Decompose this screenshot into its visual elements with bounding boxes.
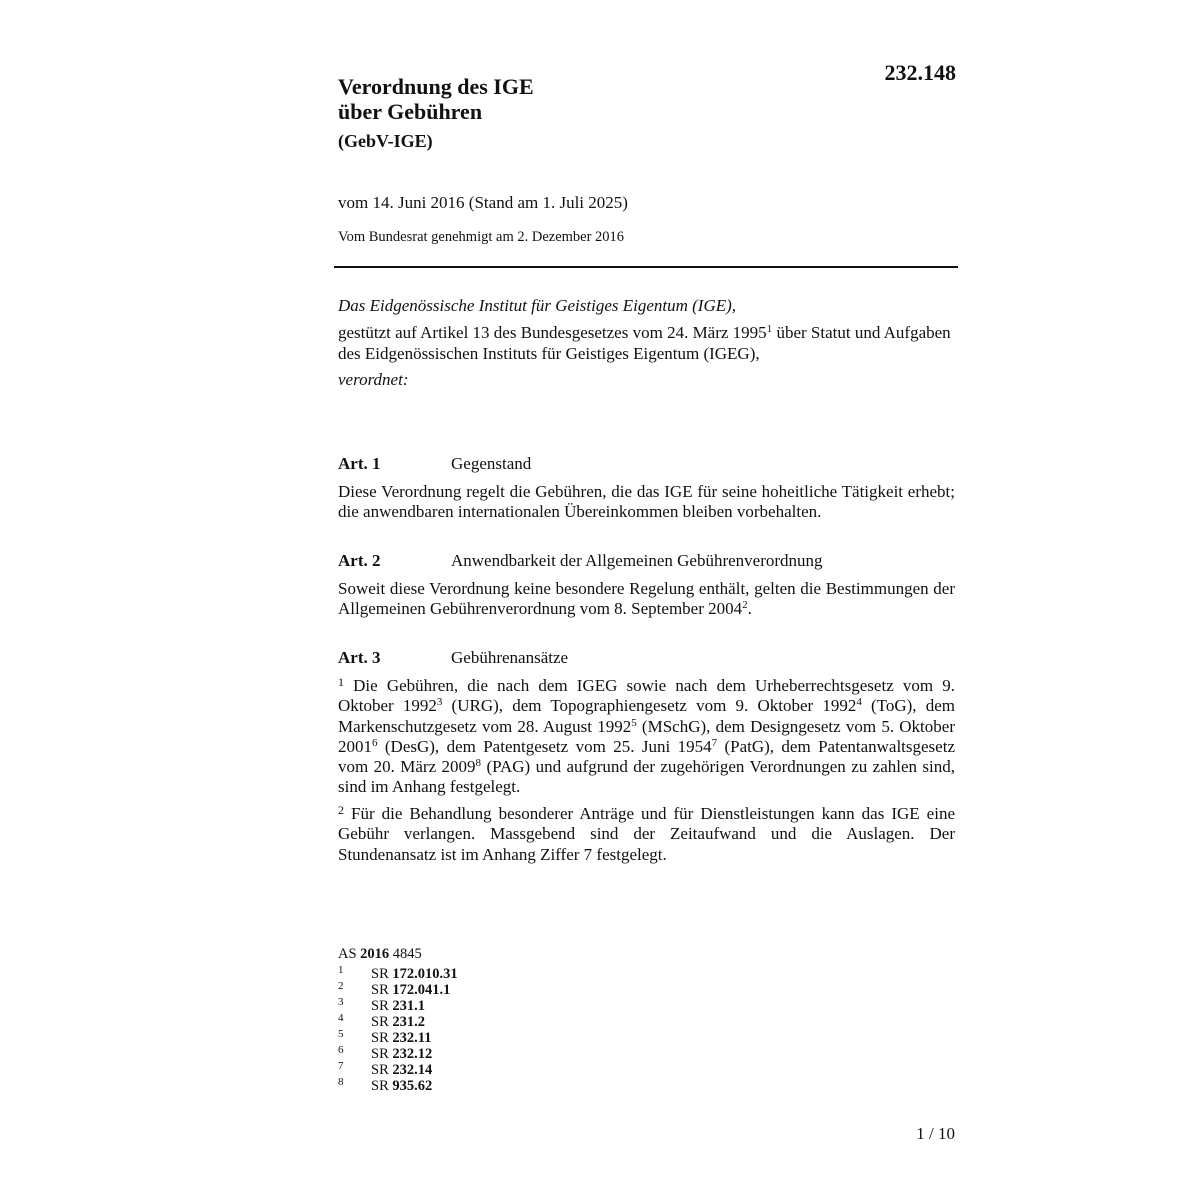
sr-prefix: SR — [371, 1014, 393, 1030]
sr-prefix: SR — [371, 982, 393, 998]
footnote-text[interactable] — [371, 1046, 432, 1062]
footnote-ref[interactable]: 7 — [711, 736, 718, 749]
sr-reference[interactable]: 232.11 — [392, 1030, 432, 1046]
article-number: Art. 1 — [338, 454, 381, 473]
sr-reference[interactable]: 231.2 — [392, 1014, 425, 1030]
footnote-text[interactable] — [371, 1078, 432, 1094]
paragraph-text: (DesG), dem Patentgesetz vom 25. Juni 1954 — [377, 736, 712, 756]
as-reference — [338, 946, 422, 963]
footnote-ref[interactable]: 6 — [372, 736, 378, 749]
footnote-ref[interactable]: 5 — [631, 716, 637, 729]
footnote — [338, 1030, 638, 1046]
footnote-number: 3 — [338, 996, 344, 1008]
footnote-list — [338, 966, 638, 1094]
issuer: Das Eidgenössische Institut für Geistiges Eigentum (IGE), — [338, 296, 737, 315]
as-page: 4845 — [389, 946, 422, 962]
footnote-number: 2 — [338, 980, 344, 992]
sr-reference[interactable]: 172.010.31 — [392, 966, 458, 982]
legal-basis-text: über Statut und Aufgaben des Eidgenössischen Instituts für Geistiges Eigentum (IGEG), — [338, 323, 951, 363]
footnote-text[interactable] — [371, 1014, 425, 1030]
paragraph-text: (MSchG), dem Designgesetz vom 5. Oktober 2001 — [338, 716, 955, 756]
article-title: Gebührenansätze — [451, 648, 569, 667]
header-divider — [334, 266, 958, 268]
paragraph-mark: 2 — [338, 803, 344, 817]
paragraph-text: (PAG) und aufgrund der zugehörigen Verordnungen zu zahlen sind, sind im Anhang festgelegt. — [338, 757, 956, 797]
article-text-part: Soweit diese Verordnung keine besondere Regelung enthält, gelten die Bestimmungen der Allgemeinen Gebührenverordnung vom 8. September 2004 — [338, 579, 955, 619]
footnote — [338, 966, 638, 982]
footnote — [338, 1014, 638, 1030]
article-paragraph-1 — [338, 676, 955, 798]
paragraph-text: Für die Behandlung besonderer Anträge und für Dienstleistungen kann das IGE eine Gebühr verlangen. Massgebend sind der Zeitaufwand und die Auslagen. Der Stundenansatz ist im Anhang Ziffer 7 festgelegt. — [338, 804, 955, 864]
paragraph-text: Die Gebühren, die nach dem IGEG sowie nach dem Urheberrechtsgesetz vom 9. Oktober 1992 — [338, 676, 955, 716]
article-text: Diese Verordnung regelt die Gebühren, die das IGE für seine hoheitliche Tätigkeit erhebt; die anwendbaren internationalen Übereinkommen bleiben vorbehalten. — [338, 482, 955, 522]
footnote-number: 1 — [338, 964, 344, 976]
footnote-ref[interactable]: 1 — [766, 323, 773, 335]
date-line: vom 14. Juni 2016 (Stand am 1. Juli 2025) — [338, 193, 628, 212]
article-paragraph-2 — [338, 804, 955, 865]
sr-prefix: SR — [371, 1030, 393, 1046]
article-number: Art. 2 — [338, 551, 381, 570]
approval-note: Vom Bundesrat genehmigt am 2. Dezember 2016 — [338, 229, 625, 245]
sr-reference[interactable]: 232.12 — [392, 1046, 433, 1062]
footnote — [338, 1078, 638, 1094]
sr-reference[interactable]: 232.14 — [392, 1062, 433, 1078]
footnote-ref[interactable]: 3 — [436, 696, 443, 709]
paragraph-mark: 1 — [338, 675, 344, 689]
as-year: 2016 — [360, 946, 390, 962]
footnote-text[interactable] — [371, 982, 450, 998]
paragraph-text: (ToG), dem Markenschutzgesetz vom 28. August 1992 — [338, 696, 955, 736]
as-prefix: AS — [338, 946, 361, 962]
sr-prefix: SR — [371, 1046, 393, 1062]
article-title: Gegenstand — [451, 454, 532, 473]
footnote-ref[interactable]: 4 — [856, 696, 862, 709]
document-title — [338, 74, 534, 124]
paragraph-text: (URG), dem Topographiengesetz vom 9. Oktober 1992 — [442, 696, 857, 716]
footnote — [338, 1062, 638, 1078]
footnote-text[interactable] — [371, 1062, 432, 1078]
footnote-number: 6 — [338, 1044, 344, 1056]
decrees: verordnet: — [338, 370, 409, 389]
footnote-ref[interactable]: 2 — [742, 599, 748, 612]
paragraph-text: (PatG), dem Patentanwaltsgesetz vom 20. März 2009 — [338, 736, 955, 777]
footnote-text[interactable] — [371, 966, 458, 982]
footnote-text[interactable] — [371, 1030, 431, 1046]
legal-basis — [338, 322, 958, 364]
sr-number: 232.148 — [884, 60, 956, 85]
footnote-number: 4 — [338, 1012, 344, 1024]
footnote — [338, 1046, 638, 1062]
footnote — [338, 998, 638, 1014]
sr-reference[interactable]: 231.1 — [392, 998, 425, 1014]
legal-basis-text: gestützt auf Artikel 13 des Bundesgesetzes vom 24. März 1995 — [338, 323, 767, 342]
sr-prefix: SR — [371, 998, 393, 1014]
article-number: Art. 3 — [338, 648, 381, 667]
abbreviation: (GebV-IGE) — [338, 131, 433, 151]
article-title: Anwendbarkeit der Allgemeinen Gebührenverordnung — [451, 551, 823, 570]
title-line-1: Verordnung des IGE — [338, 74, 534, 99]
page-number: 1 / 10 — [916, 1124, 955, 1143]
footnote-number: 7 — [338, 1060, 344, 1072]
sr-prefix: SR — [371, 966, 393, 982]
footnote — [338, 982, 638, 998]
sr-prefix: SR — [371, 1078, 393, 1094]
sr-reference[interactable]: 172.041.1 — [392, 982, 451, 998]
footnote-number: 8 — [338, 1076, 344, 1088]
article-text — [338, 579, 955, 620]
sr-prefix: SR — [371, 1062, 393, 1078]
title-line-2: über Gebühren — [338, 99, 483, 124]
article-text-part: . — [747, 599, 752, 619]
footnote-ref[interactable]: 8 — [475, 757, 482, 770]
footnote-number: 5 — [338, 1028, 344, 1040]
sr-reference[interactable]: 935.62 — [392, 1078, 433, 1094]
footnote-text[interactable] — [371, 998, 425, 1014]
